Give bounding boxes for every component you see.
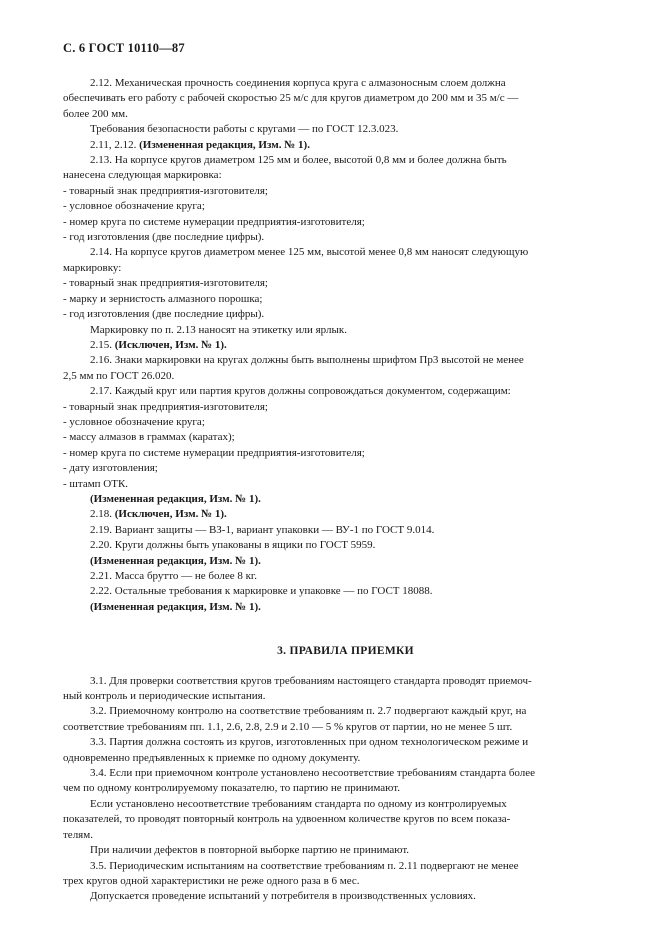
paragraph-3-1-line-2: ный контроль и периодические испытания.: [63, 690, 266, 703]
list-item: - номер круга по системе нумерации предприятия-изготовителя;: [63, 215, 365, 228]
paragraph-3-4b-line-1: Если установлено несоответствие требованиям стандарта по одному из контролируемых: [90, 797, 507, 810]
marking-label-line: Маркировку по п. 2.13 наносят на этикетку или ярлык.: [90, 323, 348, 336]
paragraph-2-12-line-3: более 200 мм.: [63, 107, 128, 120]
list-item: - дату изготовления;: [63, 462, 158, 475]
paragraph-3-1-line-1: 3.1. Для проверки соответствия кругов требованиям настоящего стандарта проводят приемоч-: [90, 674, 532, 687]
list-item: - условное обозначение круга;: [63, 415, 205, 428]
paragraph-2-17-line-1: 2.17. Каждый круг или партия кругов должны сопровождаться документом, содержащим:: [90, 385, 511, 398]
list-item: - товарный знак предприятия-изготовителя;: [63, 400, 268, 413]
amendment-note: (Измененная редакция, Изм. № 1).: [90, 600, 261, 613]
document-body: [63, 76, 601, 905]
paragraph-2-16-line-2: 2,5 мм по ГОСТ 26.020.: [63, 369, 175, 382]
paragraph-3-5-line-2: трех кругов одной характеристики не реже одного раза в 6 мес.: [63, 874, 360, 887]
paragraph-2-13-line-2: нанесена следующая маркировка:: [63, 169, 222, 182]
amendment-note: (Измененная редакция, Изм. № 1).: [90, 554, 261, 567]
list-item: - условное обозначение круга;: [63, 200, 205, 213]
clause-number: 2.15.: [90, 338, 112, 351]
paragraph-2-21: 2.21. Масса брутто — не более 8 кг.: [90, 570, 257, 582]
paragraph-3-3-line-1: 3.3. Партия должна состоять из кругов, изготовленных при одном технологическом режиме и: [90, 736, 529, 749]
list-item: - год изготовления (две последние цифры).: [63, 231, 265, 244]
list-item: - товарный знак предприятия-изготовителя;: [63, 184, 268, 197]
amendment-note: (Измененная редакция, Изм. № 1).: [139, 138, 310, 151]
paragraph-3-4c: При наличии дефектов в повторной выборке партию не принимают.: [90, 844, 410, 857]
section-title: 3. ПРАВИЛА ПРИЕМКИ: [277, 645, 414, 658]
excluded-note: (Исключен, Изм. № 1).: [114, 508, 227, 521]
paragraph-2-12-line-1: 2.12. Механическая прочность соединения корпуса круга с алмазоносным слоем должна: [90, 77, 506, 89]
clause-number: 2.18.: [90, 508, 112, 521]
paragraph-3-3-line-2: одновременно предъявленных к приемке по одному документу.: [63, 751, 361, 764]
paragraph-2-16-line-1: 2.16. Знаки маркировки на кругах должны быть выполнены шрифтом Пр3 высотой не менее: [90, 354, 524, 367]
amendment-clauses: 2.11, 2.12.: [90, 138, 137, 151]
paragraph-2-14-line-2: маркировку:: [63, 261, 122, 274]
paragraph-2-12-line-2: обеспечивать его работу с рабочей скоростью 25 м/с для кругов диаметром до 200 мм и 35 м/с —: [63, 92, 519, 105]
excluded-note: (Исключен, Изм. № 1).: [114, 338, 227, 351]
safety-requirements-line: Требования безопасности работы с кругами — по ГОСТ 12.3.023.: [90, 123, 399, 136]
paragraph-2-18: [90, 507, 601, 522]
list-item: - год изготовления (две последние цифры).: [63, 308, 265, 321]
paragraph-3-4b-line-2: показателей, то проводят повторный контроль на удвоенном количестве кругов по всем показа-: [63, 813, 511, 826]
paragraph-3-2-line-1: 3.2. Приемочному контролю на соответствие требованиям п. 2.7 подвергают каждый круг, на: [90, 705, 527, 718]
amendment-note: (Измененная редакция, Изм. № 1).: [90, 492, 261, 505]
paragraph-3-2-line-2: соответствие требованиям пп. 1.1, 2.6, 2.8, 2.9 и 2.10 — 5 % кругов от партии, но не менее 5 шт.: [63, 720, 513, 733]
paragraph-2-22: 2.22. Остальные требования к маркировке и упаковке — по ГОСТ 18088.: [90, 585, 433, 598]
paragraph-2-19: 2.19. Вариант защиты — ВЗ-1, вариант упаковки — ВУ-1 по ГОСТ 9.014.: [90, 523, 435, 536]
paragraph-2-20: 2.20. Круги должны быть упакованы в ящики по ГОСТ 5959.: [90, 539, 376, 552]
paragraph-2-15: [90, 338, 601, 353]
paragraph-3-5-line-1: 3.5. Периодическим испытаниям на соответствие требованиям п. 2.11 подвергают не менее: [90, 859, 519, 872]
amendment-2-11-2-12: [90, 138, 601, 153]
page-header: С. 6 ГОСТ 10110—87: [63, 41, 185, 55]
list-item: - марку и зернистость алмазного порошка;: [63, 292, 263, 305]
list-item: - массу алмазов в граммах (каратах);: [63, 431, 235, 444]
list-item: - товарный знак предприятия-изготовителя;: [63, 277, 268, 290]
paragraph-2-13-line-1: 2.13. На корпусе кругов диаметром 125 мм и более, высотой 0,8 мм и более должна быть: [90, 154, 507, 167]
paragraph-3-5b: Допускается проведение испытаний у потребителя в производственных условиях.: [90, 890, 476, 903]
list-item: - номер круга по системе нумерации предприятия-изготовителя;: [63, 446, 365, 459]
paragraph-2-14-line-1: 2.14. На корпусе кругов диаметром менее 125 мм, высотой менее 0,8 мм наносят следующую: [90, 246, 529, 259]
paragraph-3-4-line-1: 3.4. Если при приемочном контроле установлено несоответствие требованиям стандарта более: [90, 767, 536, 780]
paragraph-3-4b-line-3: телям.: [63, 828, 93, 841]
list-item: - штамп ОТК.: [63, 477, 129, 490]
paragraph-3-4-line-2: чем по одному контролируемому показателю, то партию не принимают.: [63, 782, 400, 795]
